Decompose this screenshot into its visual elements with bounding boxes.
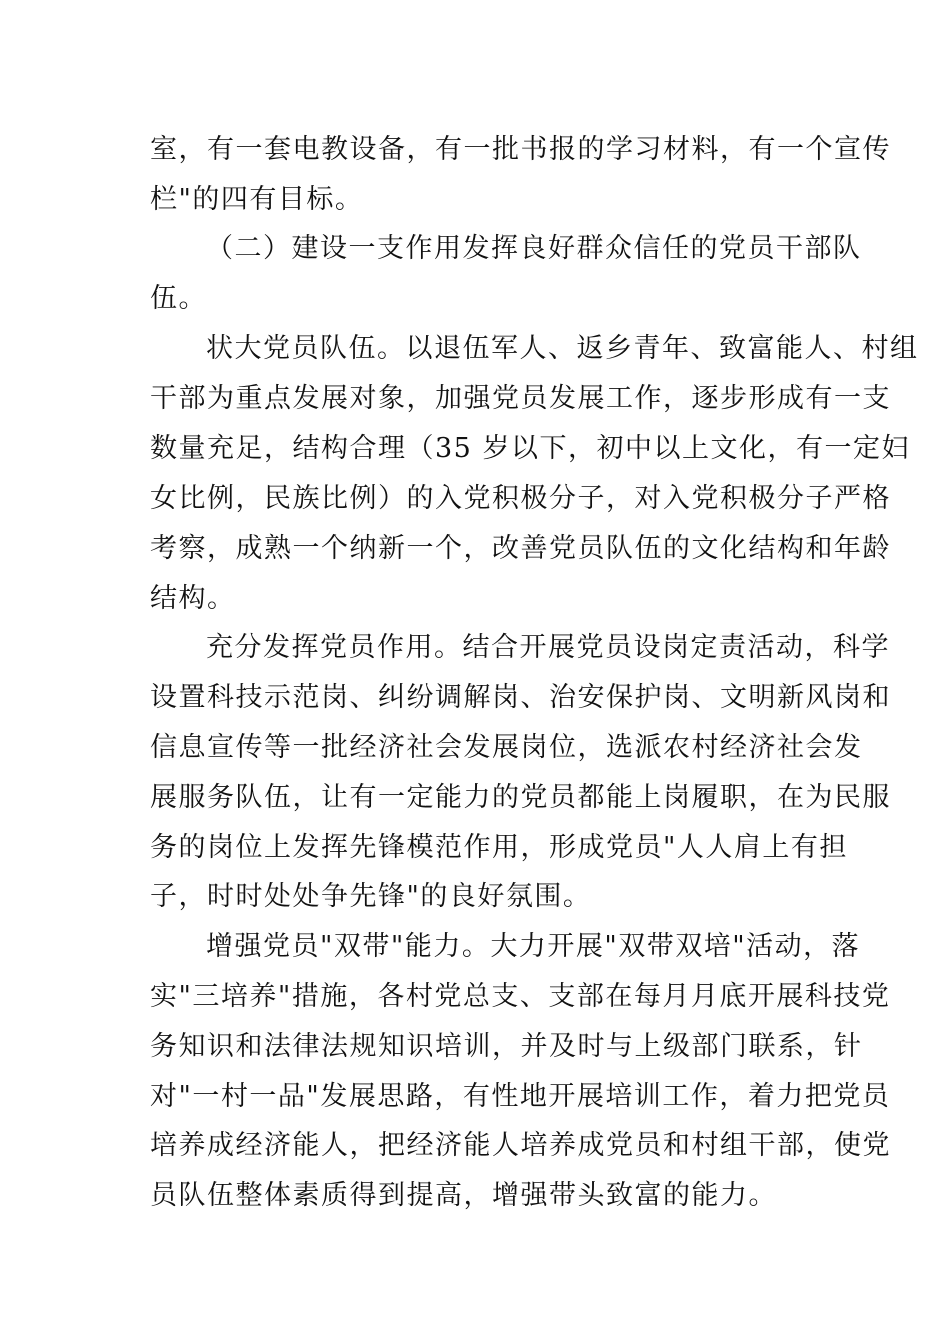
text-line: 结构。 [150,583,236,614]
text-line: 数量充足，结构合理（35 岁以下，初中以上文化，有一定妇 [150,433,910,464]
paragraph-start: 充分发挥党员作用。结合开展党员设岗定责活动，科学 [206,632,890,663]
text-line: 室，有一套电教设备，有一批书报的学习材料，有一个宣传 [150,134,891,165]
paragraph-start: 增强党员"双带"能力。大力开展"双带双培"活动，落 [206,931,861,962]
text-line: 对"一村一品"发展思路，有性地开展培训工作，着力把党员 [150,1081,891,1112]
section-heading-continued: 伍。 [150,283,207,314]
text-line: 务知识和法律法规知识培训，并及时与上级部门联系，针 [150,1031,863,1062]
text-line: 设置科技示范岗、纠纷调解岗、治安保护岗、文明新风岗和 [150,682,891,713]
paragraph-start: 状大党员队伍。以退伍军人、返乡青年、致富能人、村组 [206,333,919,364]
text-line: 栏"的四有目标。 [150,184,364,215]
text-line: 子，时时处处争先锋"的良好氛围。 [150,881,592,912]
text-line: 实"三培养"措施，各村党总支、支部在每月月底开展科技党 [150,981,891,1012]
text-line: 展服务队伍，让有一定能力的党员都能上岗履职，在为民服 [150,782,891,813]
text-line: 务的岗位上发挥先锋模范作用，形成党员"人人肩上有担 [150,832,848,863]
text-line: 女比例，民族比例）的入党积极分子，对入党积极分子严格 [150,483,891,514]
text-line: 培养成经济能人，把经济能人培养成党员和村组干部，使党 [150,1130,891,1161]
text-line: 信息宣传等一批经济社会发展岗位，选派农村经济社会发 [150,732,863,763]
text-line: 干部为重点发展对象，加强党员发展工作，逐步形成有一支 [150,383,891,414]
section-heading: （二）建设一支作用发挥良好群众信任的党员干部队 [206,233,862,264]
text-line: 员队伍整体素质得到提高，增强带头致富的能力。 [150,1180,777,1211]
text-line: 考察，成熟一个纳新一个，改善党员队伍的文化结构和年龄 [150,533,891,564]
